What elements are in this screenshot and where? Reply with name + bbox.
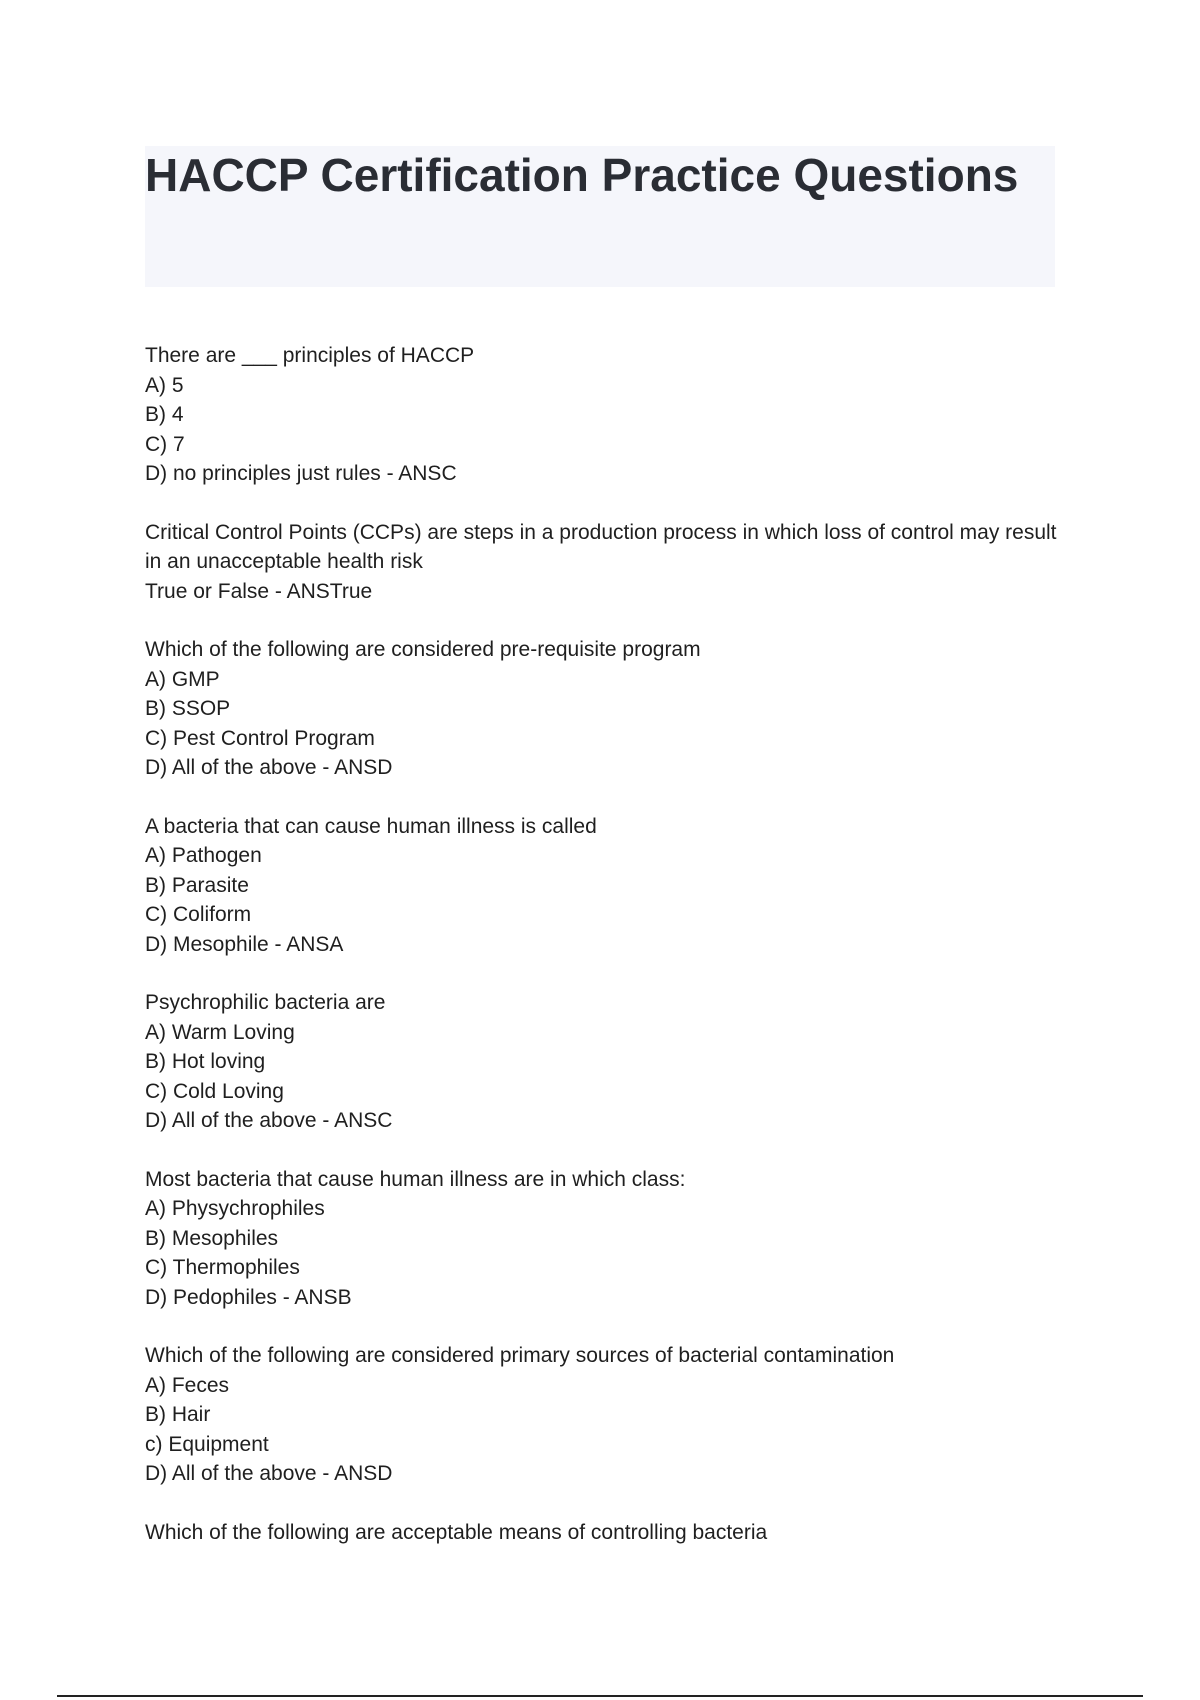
answer-option: True or False - ANSTrue: [145, 579, 373, 603]
question-block: [145, 1518, 1065, 1548]
answer-option: C) Pest Control Program: [145, 726, 375, 750]
question-text: Which of the following are acceptable means of controlling bacteria: [145, 1520, 768, 1544]
question-text: Critical Control Points (CCPs) are steps in a production process in which loss of control may result in an unacceptable health risk: [145, 520, 1057, 573]
answer-option: A) Feces: [145, 1373, 230, 1397]
question-text: Which of the following are considered primary sources of bacterial contamination: [145, 1344, 895, 1367]
answer-option: B) SSOP: [145, 697, 231, 720]
question-block: [145, 988, 1065, 1136]
question-block: [145, 635, 1065, 783]
answer-option: A) 5: [145, 373, 184, 397]
answer-option: C) Cold Loving: [145, 1079, 284, 1103]
questions-list: [145, 341, 1065, 1576]
answer-option: A) Warm Loving: [145, 1020, 295, 1044]
question-block: [145, 341, 1065, 489]
answer-option: B) Hair: [145, 1403, 211, 1426]
answer-option: B) Parasite: [145, 873, 249, 897]
question-text: There are ___ principles of HACCP: [145, 344, 475, 367]
question-block: [145, 518, 1065, 607]
answer-option: c) Equipment: [145, 1432, 269, 1456]
answer-option: D) All of the above - ANSD: [145, 756, 393, 779]
answer-option: A) Physychrophiles: [145, 1197, 325, 1220]
answer-option: D) All of the above - ANSD: [145, 1462, 393, 1485]
question-text: A bacteria that can cause human illness is called: [145, 814, 597, 838]
question-text: Most bacteria that cause human illness are in which class:: [145, 1167, 686, 1191]
question-text: Psychrophilic bacteria are: [145, 991, 386, 1014]
footer-divider: [57, 1695, 1143, 1697]
answer-option: D) no principles just rules - ANSC: [145, 462, 457, 485]
answer-option: C) Coliform: [145, 903, 252, 926]
page-title: HACCP Certification Practice Questions: [145, 149, 1019, 201]
question-block: [145, 812, 1065, 960]
answer-option: B) 4: [145, 403, 184, 426]
answer-option: B) Hot loving: [145, 1050, 266, 1073]
answer-option: D) All of the above - ANSC: [145, 1109, 393, 1132]
question-block: [145, 1341, 1065, 1489]
answer-option: D) Mesophile - ANSA: [145, 932, 344, 956]
answer-option: A) GMP: [145, 667, 220, 691]
answer-option: C) Thermophiles: [145, 1256, 300, 1279]
question-block: [145, 1165, 1065, 1313]
question-text: Which of the following are considered pre-requisite program: [145, 638, 701, 661]
answer-option: C) 7: [145, 432, 185, 456]
answer-option: A) Pathogen: [145, 844, 262, 867]
answer-option: D) Pedophiles - ANSB: [145, 1285, 352, 1309]
answer-option: B) Mesophiles: [145, 1226, 279, 1250]
